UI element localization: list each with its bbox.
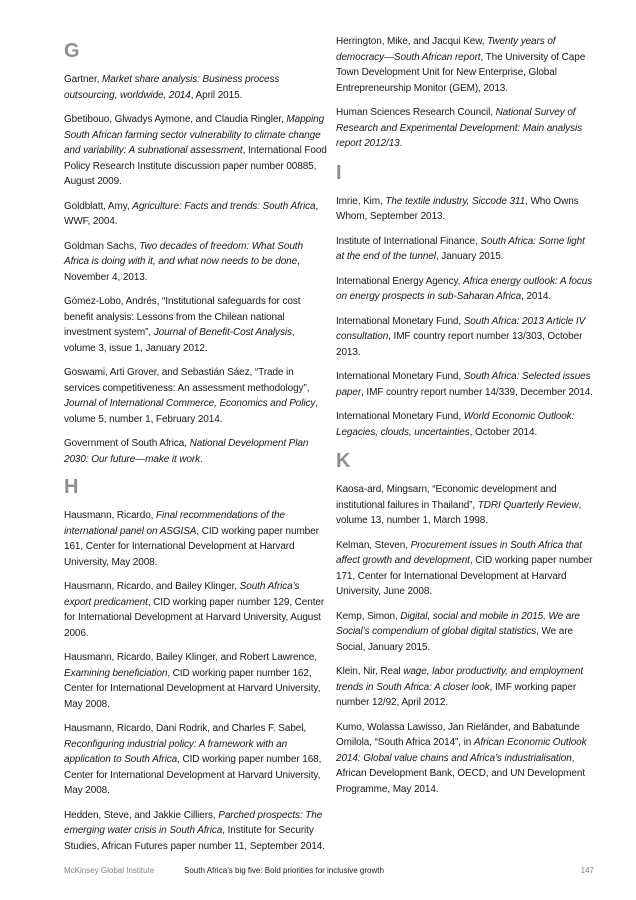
entry-text: , October 2014. xyxy=(469,426,538,438)
entry-title-italic: South Africa: Some light at the end of the tunnel xyxy=(336,235,585,262)
entry-title-italic: South Africa’s export predicament xyxy=(64,581,300,608)
entry-text: , International Food Policy Research Institute discussion paper number 00885, August 2009. xyxy=(64,145,327,187)
entry-title-italic: South Africa: Selected issues paper xyxy=(336,371,591,398)
entry-title-italic: TDRI Quarterly Review xyxy=(477,499,579,511)
section-letter-heading: K xyxy=(336,450,351,472)
bibliography-entry xyxy=(336,105,594,152)
entry-text: , November 4, 2013. xyxy=(64,256,300,283)
page-footer xyxy=(64,866,594,880)
entry-text: Government of South Africa, xyxy=(64,438,190,449)
entry-text: , IMF country report number 14/339, December 2014. xyxy=(361,386,593,398)
entry-text: Hausmann, Ricardo, Bailey Klinger, and Robert Lawrence, xyxy=(64,652,317,663)
entry-text: , volume 5, number 1, February 2014. xyxy=(64,398,318,425)
entry-text: Kemp, Simon, xyxy=(336,610,401,622)
entry-title-italic: Journal of International Commerce, Economics and Policy xyxy=(64,398,316,409)
bibliography-entry xyxy=(64,365,328,427)
entry-title-italic: Agriculture: Facts and trends: South Africa xyxy=(132,200,316,212)
entry-title-italic: Reconfiguring industrial policy: A framework with an application to South Africa xyxy=(64,738,288,765)
entry-title-italic: Africa energy outlook: A focus on energy prospects in sub-Saharan Africa xyxy=(336,275,593,302)
entry-text: Goswami, Arti Grover, and Sebastián Sáez, “Trade in services competitiveness: An assessment methodology”, xyxy=(64,367,310,394)
entry-text: , WWF, 2004. xyxy=(64,200,319,227)
entry-title-italic: wage, labor productivity, and employment trends in South Africa: A closer look xyxy=(336,666,584,693)
entry-text: Gbetibouo, Glwadys Aymone, and Claudia Ringler, xyxy=(64,114,287,125)
entry-text: , IMF country report number 13/303, October 2013. xyxy=(336,331,583,358)
bibliography-entry xyxy=(336,314,594,361)
entry-text: International Monetary Fund, xyxy=(336,371,464,382)
entry-text: Hausmann, Ricardo, xyxy=(64,510,157,521)
entry-title-italic: National Survey of Research and Experimental Development: Main analysis report 2012/13 xyxy=(336,107,583,149)
left-column xyxy=(64,34,328,863)
entry-title-italic: Examining beneficiation xyxy=(64,667,168,679)
entry-title-italic: The textile industry, Siccode 311 xyxy=(385,195,526,207)
section-letter-heading: G xyxy=(64,40,80,62)
bibliography-entry xyxy=(336,720,594,798)
entry-text: , April 2015. xyxy=(190,89,243,101)
entry-title-italic: Two decades of freedom: What South Africa is doing with it, and what now needs to be done xyxy=(64,240,303,267)
entry-text: Goldman Sachs, xyxy=(64,240,140,252)
entry-text: , CID working paper number 168, Center for International Development at Harvard University, May 2008. xyxy=(64,754,322,796)
bibliography-entry xyxy=(64,436,328,467)
entry-text: Gartner, xyxy=(64,74,103,85)
entry-title-italic: Procurement issues in South Africa that affect growth and development xyxy=(336,539,582,566)
entry-text: , volume 13, number 1, March 1998. xyxy=(336,499,582,526)
entry-text: , 2014. xyxy=(521,291,551,302)
entry-text: Gómez-Lobo, Andrés, “Institutional safeguards for cost benefit analysis: Lessons from the Chilean national investment system”, xyxy=(64,296,301,338)
bibliography-entry xyxy=(336,609,594,656)
bibliography-entry xyxy=(336,234,594,265)
entry-text: International Energy Agency, xyxy=(336,275,463,287)
entry-title-italic: Journal of Benefit-Cost Analysis xyxy=(153,327,292,338)
entry-text: Hausmann, Ricardo, Dani Rodrik, and Charles F. Sabel, xyxy=(64,723,307,734)
bibliography-entry xyxy=(336,34,594,96)
bibliography-entry xyxy=(336,369,594,400)
bibliography-entry xyxy=(64,112,328,190)
entry-text: Human Sciences Research Council, xyxy=(336,107,496,118)
entry-title-italic: Market share analysis: Business process outsourcing, worldwide, 2014 xyxy=(64,74,280,101)
entry-text: , Who Owns Whom, September 2013. xyxy=(336,195,579,222)
entry-text: Klein, Nir, Real xyxy=(336,666,404,677)
bibliography-entry xyxy=(64,239,328,286)
bibliography-entry xyxy=(64,199,328,230)
entry-text: Hedden, Steve, and Jakkie Cilliers, xyxy=(64,809,219,821)
section-letter-heading: H xyxy=(64,476,79,498)
entry-text: Hausmann, Ricardo, and Bailey Klinger, xyxy=(64,581,240,592)
entry-text: , The University of Cape Town Development Unit for New Enterprise, Global Entrepreneurship Monitor (GEM), 2013. xyxy=(336,51,586,94)
bibliography-entry xyxy=(64,650,328,712)
entry-title-italic: Parched prospects: The emerging water crisis in South Africa xyxy=(64,809,323,836)
bibliography-entry xyxy=(336,409,594,440)
entry-text: , January 2015. xyxy=(435,251,504,262)
entry-text: . xyxy=(399,138,403,149)
entry-text: , CID working paper number 161, Center for International Development at Harvard University, May 2008. xyxy=(64,525,319,568)
footer-report-title: South Africa’s big five: Bold priorities for inclusive growth xyxy=(184,866,384,875)
entry-text: Institute of International Finance, xyxy=(336,235,481,247)
entry-text: International Monetary Fund, xyxy=(336,315,464,327)
entry-text: , CID working paper number 129, Center for International Development at Harvard University, August 2006. xyxy=(64,596,325,639)
bibliography-entry xyxy=(64,579,328,641)
entry-text: , We are Social, January 2015. xyxy=(336,626,573,653)
bibliography-entry xyxy=(64,508,328,570)
entry-title-italic: South Africa: 2013 Article IV consultation xyxy=(336,315,586,342)
entry-title-italic: Mapping South African farming sector vulnerability to climate change and variability: A subnational assessment xyxy=(64,114,325,156)
entry-text: , Institute for Security Studies, African Futures paper number 11, September 2014. xyxy=(64,825,325,852)
entry-text: Herrington, Mike, and Jacqui Kew, xyxy=(336,36,488,47)
footer-organization: McKinsey Global Institute xyxy=(64,866,155,875)
entry-title-italic: Twenty years of democracy—South African report xyxy=(336,36,556,63)
bibliography-entry xyxy=(64,294,328,356)
entry-text: Goldblatt, Amy, xyxy=(64,200,133,212)
entry-text: Imrie, Kim, xyxy=(336,195,386,207)
bibliography-entry xyxy=(336,482,594,529)
entry-title-italic: National Development Plan 2030: Our future—make it work xyxy=(64,438,309,465)
entry-title-italic: World Economic Outlook: Legacies, clouds, uncertainties xyxy=(336,411,575,438)
section-letter-heading: I xyxy=(336,161,342,184)
entry-text: , African Development Bank, OECD, and UN Development Programme, May 2014. xyxy=(336,752,586,795)
entry-title-italic: Final recommendations of the international panel on ASGISA xyxy=(64,510,285,537)
bibliography-entry xyxy=(336,194,594,225)
bibliography-entry xyxy=(64,72,328,103)
bibliography-entry xyxy=(336,664,594,711)
bibliography-entry xyxy=(64,721,328,799)
entry-text: Kelman, Steven, xyxy=(336,539,411,551)
entry-text: . xyxy=(200,453,203,465)
entry-text: , volume 3, issue 1, January 2012. xyxy=(64,327,295,354)
bibliography-entry xyxy=(336,274,594,305)
right-column xyxy=(336,34,594,806)
entry-text: Kaosa-ard, Mingsarn, “Economic development and institutional failures in Thailand”, xyxy=(336,484,557,511)
entry-text: , CID working paper number 162, Center for International Development at Harvard University, May 2008. xyxy=(64,667,321,710)
bibliography-entry xyxy=(336,538,594,600)
entry-text: , IMF working paper number 12/92, April 2012. xyxy=(336,681,577,708)
entry-title-italic: African Economic Outlook 2014: Global value chains and Africa’s industrialisation xyxy=(336,737,587,764)
page-number: 147 xyxy=(580,866,594,875)
entry-title-italic: Digital, social and mobile in 2015, We are Social’s compendium of global digital statistics xyxy=(336,610,580,637)
entry-text: , CID working paper number 171, Center for International Development at Harvard University, June 2008. xyxy=(336,555,593,597)
entry-text: Kumo, Wolassa Lawisso, Jan Rieländer, and Babatunde Omilola, “South Africa 2014”, in xyxy=(336,721,580,748)
bibliography-entry xyxy=(64,808,328,855)
entry-text: International Monetary Fund, xyxy=(336,411,464,422)
